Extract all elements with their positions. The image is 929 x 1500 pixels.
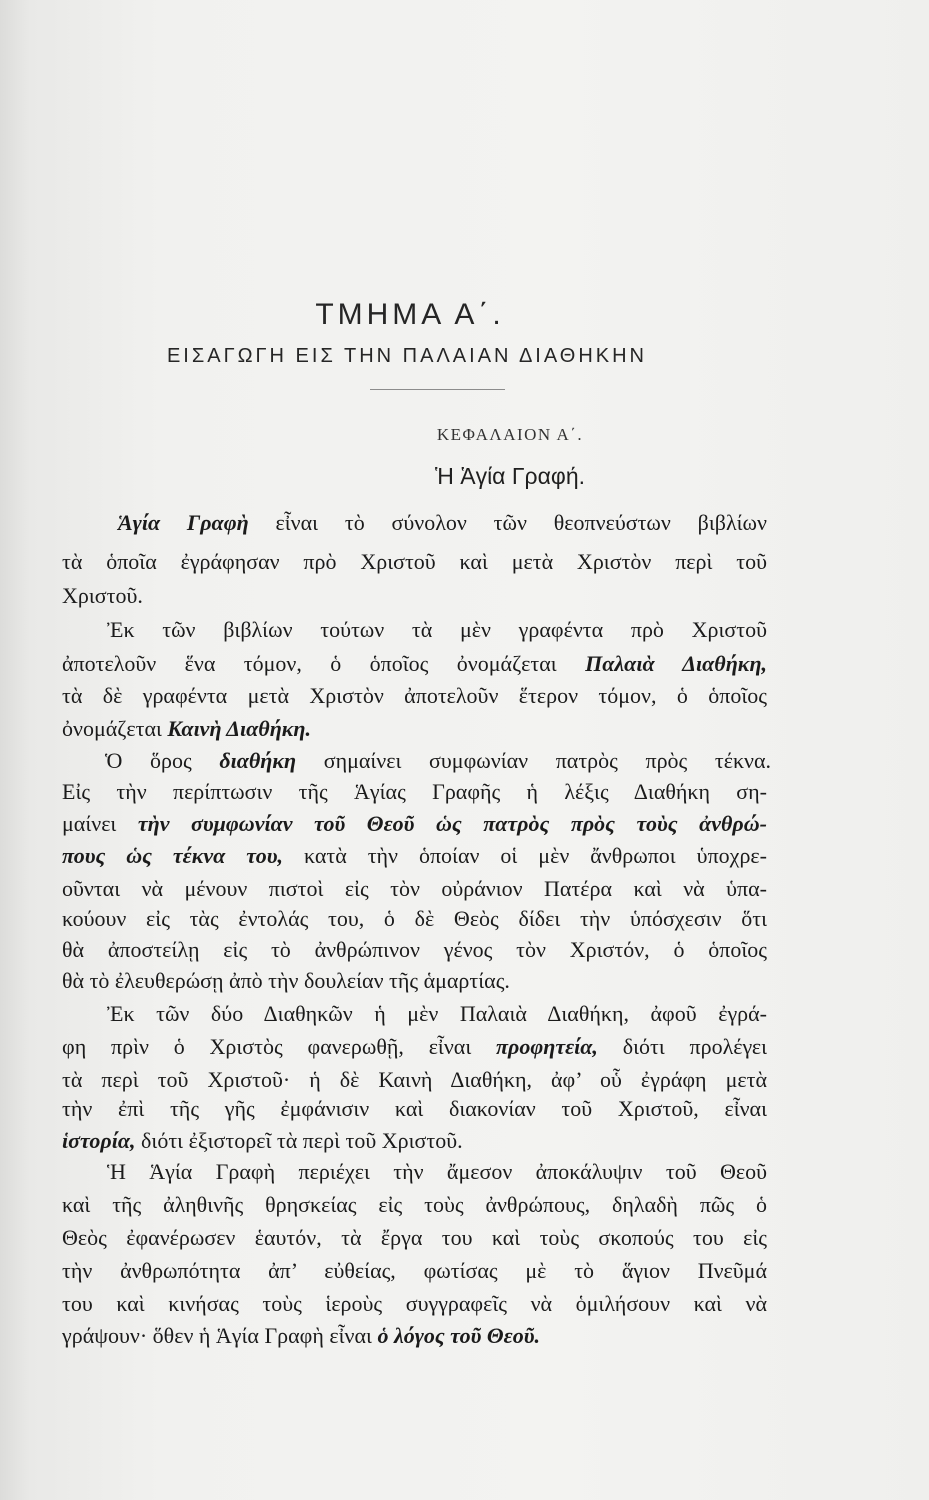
text-line <box>107 614 767 646</box>
text-line <box>62 1288 767 1320</box>
text-line <box>62 713 311 745</box>
line-text: Θεὸς ἐφανέρωσεν ἑαυτόν, τὰ ἔργα του καὶ τοὺς σκοπούς του εἰς <box>62 1225 767 1250</box>
line-text: σημαίνει συμφωνίαν πατρὸς πρὸς τέκνα. <box>323 748 772 773</box>
text-line <box>62 1189 767 1221</box>
line-text: Ἐκ τῶν δύο Διαθηκῶν ἡ μὲν Παλαιὰ Διαθήκη, ἀφοῦ ἐγρά- <box>107 1001 767 1026</box>
line-text: Εἰς τὴν περίπτωσιν τῆς Ἁγίας Γραφῆς ἡ λέξις Διαθήκη ση- <box>62 779 767 804</box>
emphasized-text: Ἁγία Γραφὴ <box>118 510 249 535</box>
line-text: κούουν εἰς τὰς ἐντολάς του, ὁ δὲ Θεὸς δίδει τὴν ὑπόσχεσιν ὅτι <box>62 906 767 931</box>
text-line <box>62 1031 767 1063</box>
text-line <box>62 903 767 935</box>
line-text: τὰ περὶ τοῦ Χριστοῦ· ἡ δὲ Καινὴ Διαθήκη, ἀφ’ οὗ ἐγράφη μετὰ <box>62 1067 767 1092</box>
line-text: τὰ δὲ γραφέντα μετὰ Χριστὸν ἀποτελοῦν ἕτερον τόμον, ὁ ὁποῖος <box>62 683 767 708</box>
emphasized-text: ἱστορία, <box>62 1128 136 1153</box>
line-text: Ὁ ὅρος <box>105 748 192 773</box>
text-line <box>62 934 767 966</box>
text-line <box>62 648 767 680</box>
line-text: ὀνομάζεται <box>62 716 162 741</box>
line-text: Ἐκ τῶν βιβλίων τούτων τὰ μὲν γραφέντα πρὸ Χριστοῦ <box>107 617 767 642</box>
chapter-title: Ἡ Ἁγία Γραφή. <box>434 463 586 489</box>
emphasized-text: Παλαιὰ Διαθήκη, <box>585 651 768 676</box>
line-text: εἶναι τὸ σύνολον τῶν θεοπνεύστων βιβλίων <box>275 510 767 535</box>
emphasized-text: ὁ λόγος τοῦ Θεοῦ. <box>377 1323 540 1348</box>
text-line <box>62 1125 463 1157</box>
emphasized-text: τὴν συμφωνίαν τοῦ Θεοῦ ὡς πατρὸς πρὸς τοὺς ἀνθρώ- <box>137 811 768 836</box>
text-line <box>62 580 143 612</box>
line-text: διότι ἐξιστορεῖ τὰ περὶ τοῦ Χριστοῦ. <box>141 1128 463 1153</box>
text-line <box>107 1156 767 1188</box>
text-line <box>62 1093 767 1125</box>
chapter-label: ΚΕΦΑΛΑΙΟΝ Α΄. <box>436 425 584 444</box>
line-text: τὴν ἐπὶ τῆς γῆς ἐμφάνισιν καὶ διακονίαν τοῦ Χριστοῦ, εἶναι <box>62 1096 767 1121</box>
emphasized-text: Καινὴ Διαθήκη. <box>167 716 312 741</box>
emphasized-text: πους ὡς τέκνα του, <box>62 843 283 868</box>
text-line <box>62 546 767 578</box>
text-line <box>62 808 767 840</box>
line-text: κατὰ τὴν ὁποίαν οἱ μὲν ἄνθρωποι ὑποχρε- <box>303 843 767 868</box>
text-line <box>62 1064 767 1096</box>
line-text: τὴν ἀνθρωπότητα ἀπ’ εὐθείας, φωτίσας μὲ τὸ ἅγιον Πνεῦμά <box>62 1258 767 1283</box>
line-text: ἀποτελοῦν ἕνα τόμον, ὁ ὁποῖος ὀνομάζεται <box>62 651 557 676</box>
line-text: μαίνει <box>62 811 117 836</box>
text-line <box>62 840 767 872</box>
line-text: θὰ τὸ ἐλευθερώσῃ ἀπὸ τὴν δουλείαν τῆς ἁμαρτίας. <box>62 968 510 993</box>
text-line <box>62 965 510 997</box>
text-line <box>107 998 767 1030</box>
text-line <box>62 1255 767 1287</box>
text-line <box>118 507 767 539</box>
emphasized-text: προφητεία, <box>496 1034 598 1059</box>
text-line <box>62 1222 767 1254</box>
line-text: γράψουν· ὅθεν ἡ Ἁγία Γραφὴ εἶναι <box>62 1323 372 1348</box>
emphasized-text: διαθήκη <box>219 748 297 773</box>
text-line <box>62 776 767 808</box>
line-text: του καὶ κινήσας τοὺς ἱεροὺς συγγραφεῖς νὰ ὁμιλήσουν καὶ νὰ <box>62 1291 767 1316</box>
divider-rule <box>370 389 505 390</box>
text-line <box>62 873 767 905</box>
line-text: διότι προλέγει <box>622 1034 768 1059</box>
section-title: ΤΜΗΜΑ Α΄. <box>315 298 505 331</box>
text-line <box>62 680 767 712</box>
line-text: Ἡ Ἁγία Γραφὴ περιέχει τὴν ἄμεσον ἀποκάλυψιν τοῦ Θεοῦ <box>107 1159 767 1184</box>
line-text: καὶ τῆς ἀληθινῆς θρησκείας εἰς τοὺς ἀνθρώπους, δηλαδὴ πῶς ὁ <box>62 1192 767 1217</box>
line-text: Χριστοῦ. <box>62 583 143 608</box>
section-subtitle: ΕΙΣΑΓΩΓΗ ΕΙΣ ΤΗΝ ΠΑΛΑΙΑΝ ΔΙΑΘΗΚΗΝ <box>166 345 648 367</box>
line-text: φη πρὶν ὁ Χριστὸς φανερωθῇ, εἶναι <box>62 1034 472 1059</box>
line-text: θὰ ἀποστείλῃ εἰς τὸ ἀνθρώπινον γένος τὸν Χριστόν, ὁ ὁποῖος <box>62 937 767 962</box>
line-text: οῦνται νὰ μένουν πιστοὶ εἰς τὸν οὐράνιον Πατέρα καὶ νὰ ὑπα- <box>62 876 767 901</box>
line-text: τὰ ὁποῖα ἐγράφησαν πρὸ Χριστοῦ καὶ μετὰ Χριστὸν περὶ τοῦ <box>62 549 767 574</box>
text-line <box>105 745 771 777</box>
text-line <box>62 1320 540 1352</box>
